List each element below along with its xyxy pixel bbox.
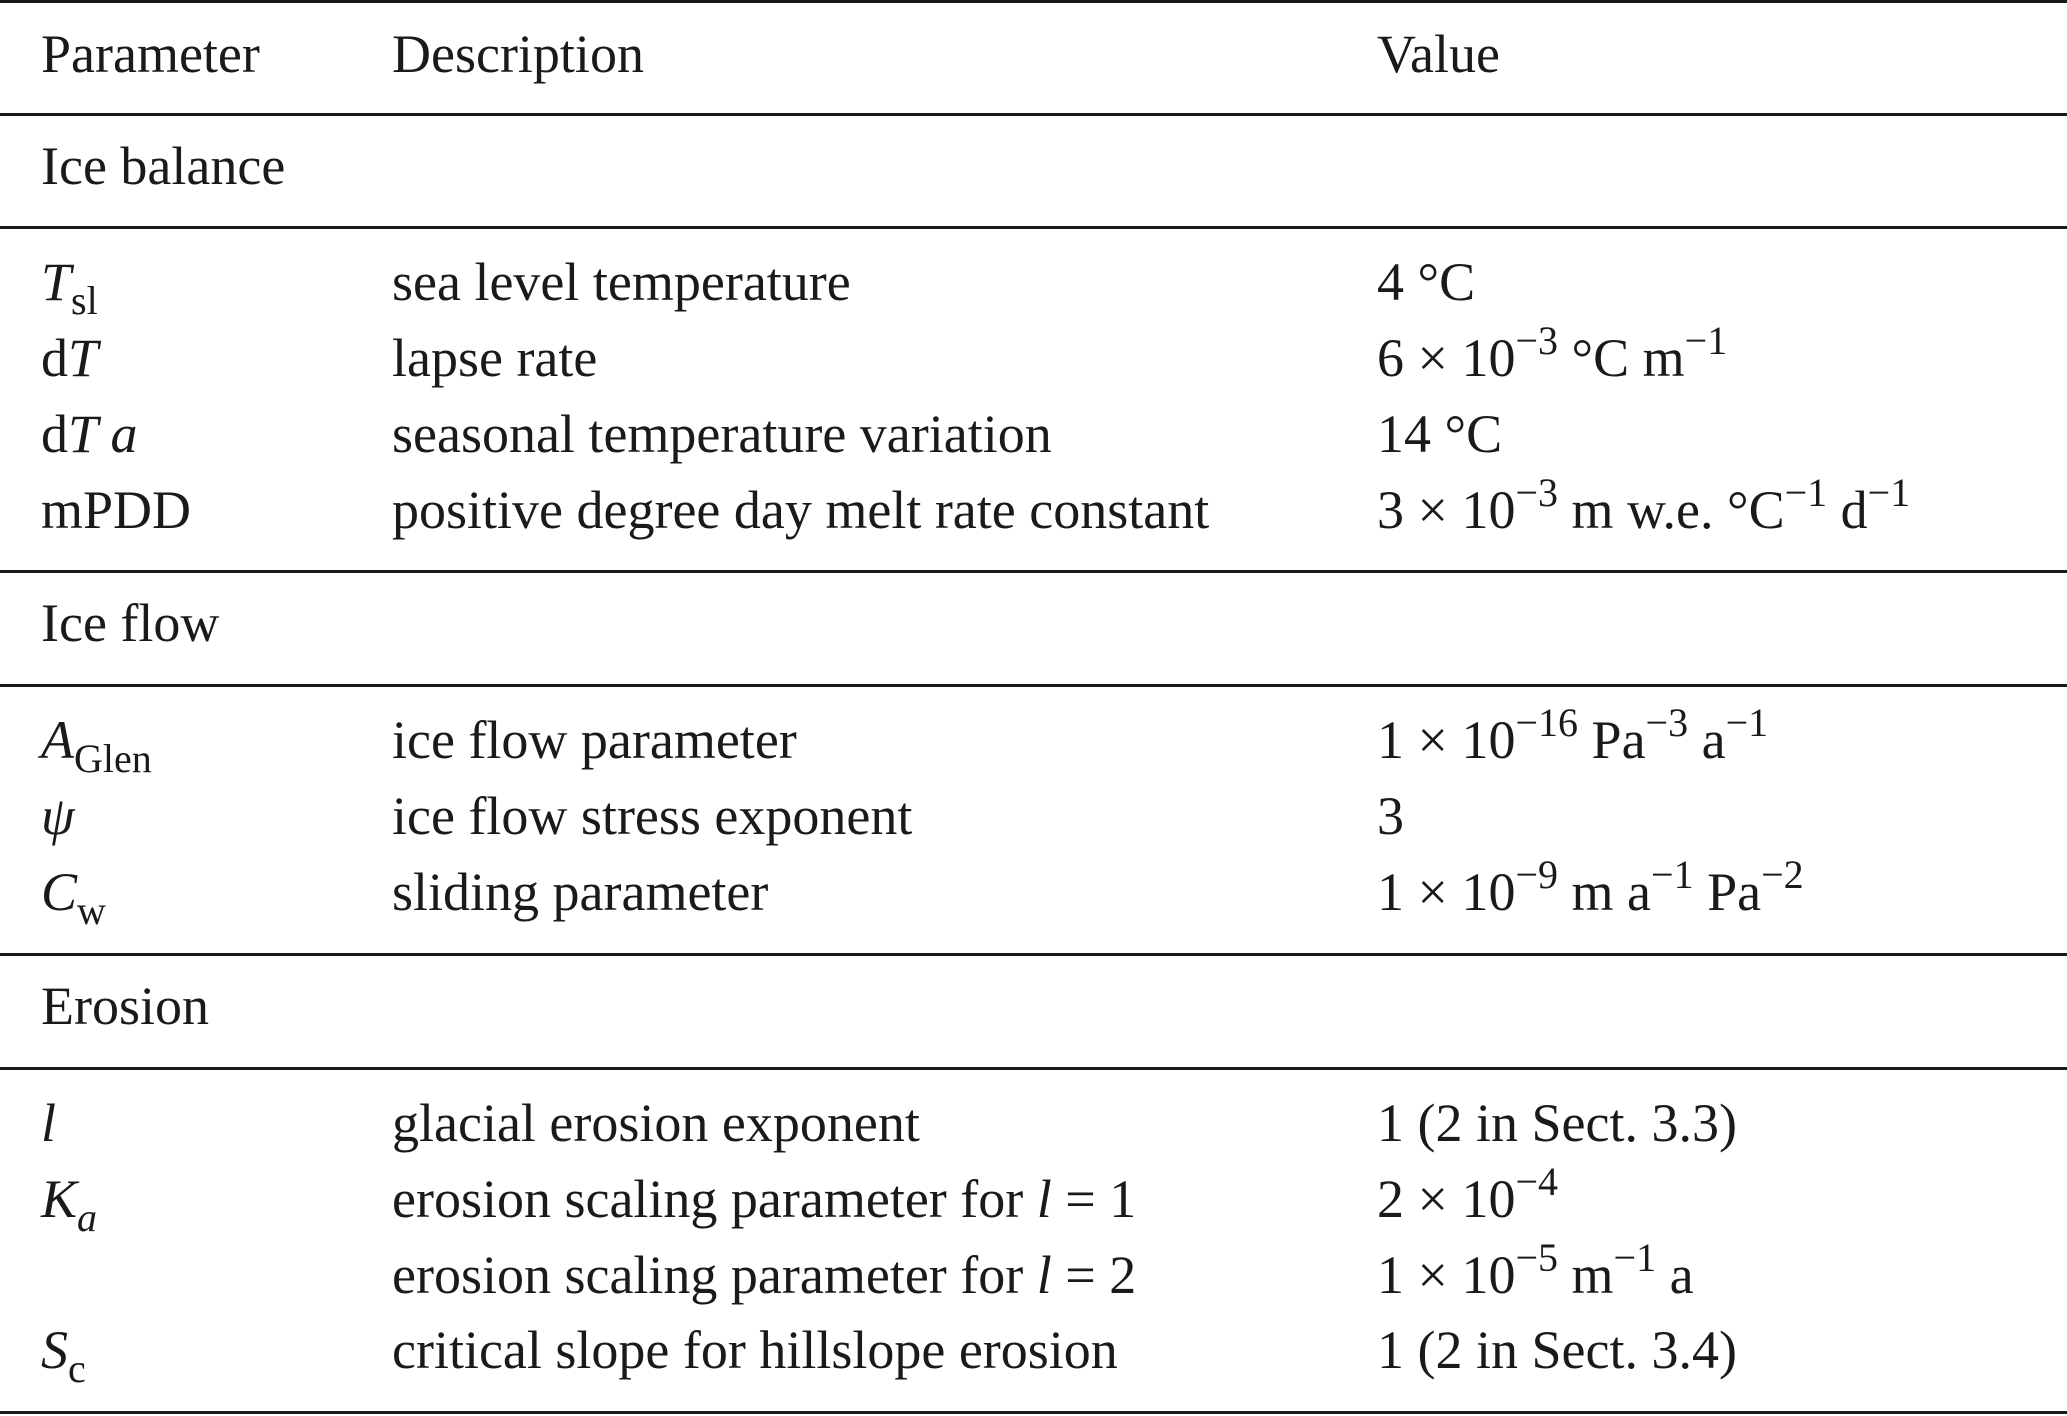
table-row — [0, 780, 2067, 852]
parameter-symbol: $S_c$ — [41, 1320, 86, 1391]
table-row — [0, 1235, 2067, 1311]
parameter-symbol: ψ — [41, 786, 75, 846]
table-row — [0, 470, 2067, 546]
section-title: Ice balance — [41, 136, 286, 196]
table-row — [0, 1314, 2067, 1391]
parameter-symbol: $T_{sl}$ — [41, 252, 98, 323]
bottom-rule — [0, 1411, 2067, 1414]
section-rule — [0, 953, 2067, 956]
parameter-value: $1 \times 10^{-9}$ m $a^{-1}$ $Pa^{-2}$ — [1377, 852, 1804, 922]
parameter-value: 1 (2 in Sect. 3.3) — [1377, 1093, 1737, 1153]
table-row — [0, 398, 2067, 470]
parameter-description: lapse rate — [392, 328, 598, 388]
section-title: Ice flow — [41, 593, 220, 653]
parameter-description: ice flow parameter — [392, 710, 797, 770]
parameter-description: erosion scaling parameter for l = 2 — [392, 1245, 1137, 1305]
parameter-value: $1 \times 10^{-5}$ $m^{-1}$ a — [1377, 1235, 1694, 1305]
parameter-description: ice flow stress exponent — [392, 786, 913, 846]
header-rule — [0, 113, 2067, 116]
top-rule — [0, 0, 2067, 3]
parameter-value: $3 \times 10^{-3}$ m w.e. $^\circ C^{-1}$ $d^{-1}$ — [1377, 470, 1911, 540]
table-row — [0, 1087, 2067, 1159]
parameter-symbol: dT a — [41, 404, 138, 464]
parameter-value: 14 °C — [1377, 404, 1503, 464]
table-header-row — [0, 18, 2067, 90]
parameter-value: $2 \times 10^{-4}$ — [1377, 1159, 1559, 1229]
parameter-symbol: $A_{Glen}$ — [41, 710, 152, 781]
parameter-description: positive degree day melt rate constant — [392, 480, 1210, 540]
parameter-description: sliding parameter — [392, 862, 769, 922]
section-rule — [0, 226, 2067, 229]
parameter-symbol: $K_a$ — [41, 1169, 98, 1240]
section-title: Erosion — [41, 976, 209, 1036]
parameter-description: critical slope for hillslope erosion — [392, 1320, 1118, 1380]
parameter-description: glacial erosion exponent — [392, 1093, 920, 1153]
parameter-symbol: $C_w$ — [41, 862, 106, 933]
table-row — [0, 700, 2067, 781]
table-row — [0, 246, 2067, 323]
section-rule — [0, 1067, 2067, 1070]
parameter-description: seasonal temperature variation — [392, 404, 1052, 464]
parameter-value: 1 (2 in Sect. 3.4) — [1377, 1320, 1737, 1380]
table-row — [0, 1159, 2067, 1240]
parameter-symbol: l — [41, 1093, 57, 1153]
parameter-description: erosion scaling parameter for l = 1 — [392, 1169, 1137, 1229]
section-title-ice-balance — [0, 130, 2067, 202]
parameter-value: 4 °C — [1377, 252, 1476, 312]
parameter-value: $1 \times 10^{-16}$ $Pa^{-3}$ $a^{-1}$ — [1377, 700, 1769, 770]
parameter-description: sea level temperature — [392, 252, 851, 312]
table-row — [0, 852, 2067, 933]
section-rule — [0, 570, 2067, 573]
parameter-value: $6 \times 10^{-3}$ °C $m^{-1}$ — [1377, 318, 1728, 388]
section-title-ice-flow — [0, 587, 2067, 659]
parameter-symbol: dT — [41, 328, 99, 388]
header-description: Description — [392, 24, 644, 84]
parameter-value: 3 — [1377, 786, 1404, 846]
header-parameter: Parameter — [41, 24, 260, 84]
section-rule — [0, 684, 2067, 687]
header-value: Value — [1377, 24, 1500, 84]
section-title-erosion — [0, 970, 2067, 1042]
table-row — [0, 318, 2067, 394]
parameter-symbol: mPDD — [41, 480, 192, 540]
